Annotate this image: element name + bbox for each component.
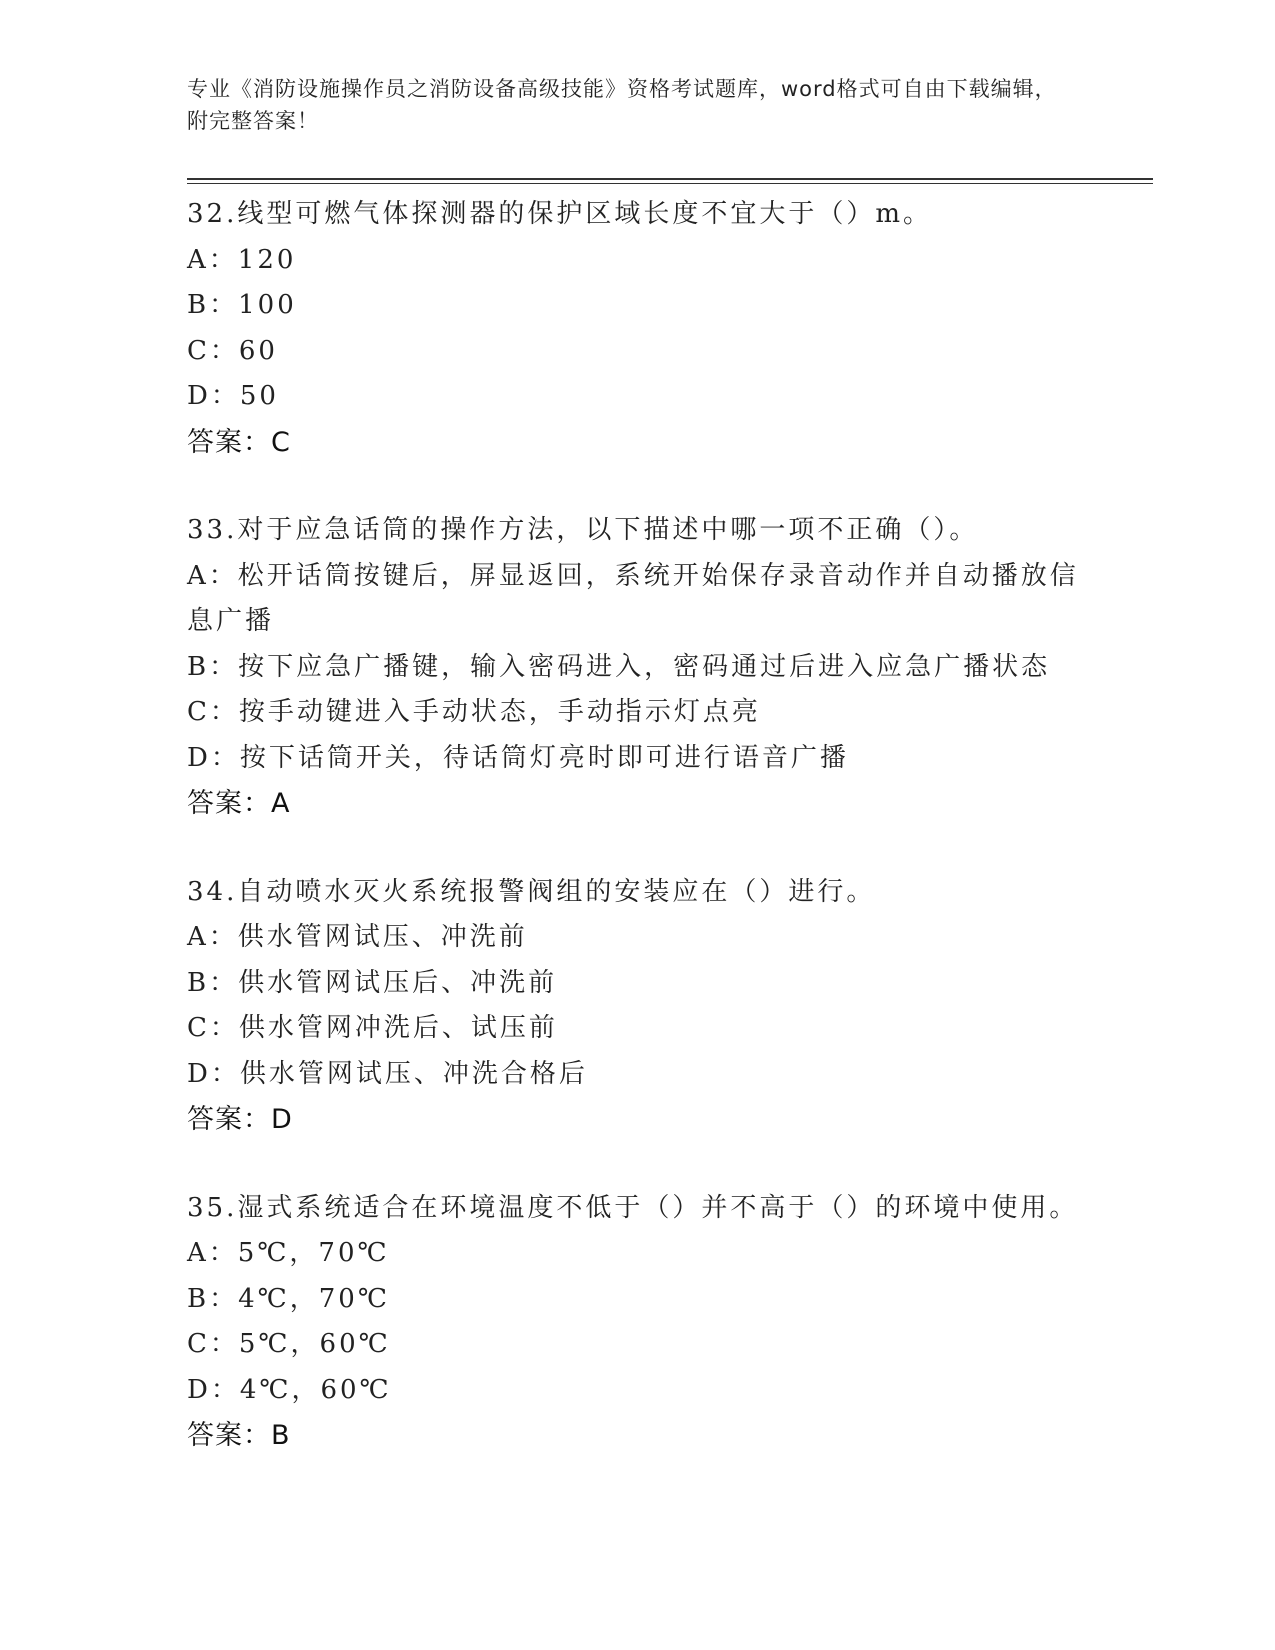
option-a: A：5℃，70℃	[187, 1238, 390, 1268]
option-b: B：4℃，70℃	[187, 1283, 390, 1314]
option-d: D：供水管网试压、冲洗合格后	[187, 1058, 588, 1089]
option-d: D：50	[187, 381, 279, 411]
answer-line: 答案：C	[187, 426, 291, 458]
header-rule-thin	[187, 183, 1153, 184]
question-spacer	[187, 827, 1087, 870]
option-c: C：按手动键进入手动状态，手动指示灯点亮	[187, 697, 761, 727]
question-list	[187, 192, 1087, 1459]
option-c: C：60	[187, 335, 278, 366]
question-spacer	[187, 1143, 1087, 1186]
option-d: D：4℃，60℃	[187, 1374, 392, 1405]
answer-line: 答案：A	[187, 788, 291, 819]
document-header: 专业《消防设施操作员之消防设备高级技能》资格考试题库，word格式可自由下载编辑，附完整答案！	[187, 77, 1057, 133]
answer-line: 答案：B	[187, 1420, 291, 1451]
question-33	[187, 508, 1087, 827]
question-spacer	[187, 465, 1087, 508]
option-c: C：供水管网冲洗后、试压前	[187, 1013, 558, 1043]
question-35	[187, 1186, 1087, 1459]
option-a: A：供水管网试压、冲洗前	[187, 922, 528, 952]
question-stem: 35.湿式系统适合在环境温度不低于（）并不高于（）的环境中使用。	[187, 1192, 1079, 1223]
answer-line: 答案：D	[187, 1104, 293, 1135]
option-b: B：按下应急广播键，输入密码进入，密码通过后进入应急广播状态	[187, 651, 1051, 682]
option-b: B：100	[187, 290, 297, 320]
option-a: A：松开话筒按键后，屏显返回，系统开始保存录音动作并自动播放信息广播	[187, 560, 1079, 636]
question-34	[187, 870, 1087, 1143]
question-stem: 32.线型可燃气体探测器的保护区域长度不宜大于（）m。	[187, 199, 933, 229]
option-d: D：按下话筒开关，待话筒灯亮时即可进行语音广播	[187, 742, 849, 773]
question-stem: 34.自动喷水灭火系统报警阀组的安装应在（）进行。	[187, 876, 876, 907]
option-a: A：120	[187, 244, 297, 275]
option-c: C：5℃，60℃	[187, 1329, 391, 1359]
question-stem: 33.对于应急话筒的操作方法，以下描述中哪一项不正确（）。	[187, 515, 979, 545]
question-32	[187, 192, 1087, 465]
option-b: B：供水管网试压后、冲洗前	[187, 967, 558, 998]
header-rule-thick	[187, 178, 1153, 180]
